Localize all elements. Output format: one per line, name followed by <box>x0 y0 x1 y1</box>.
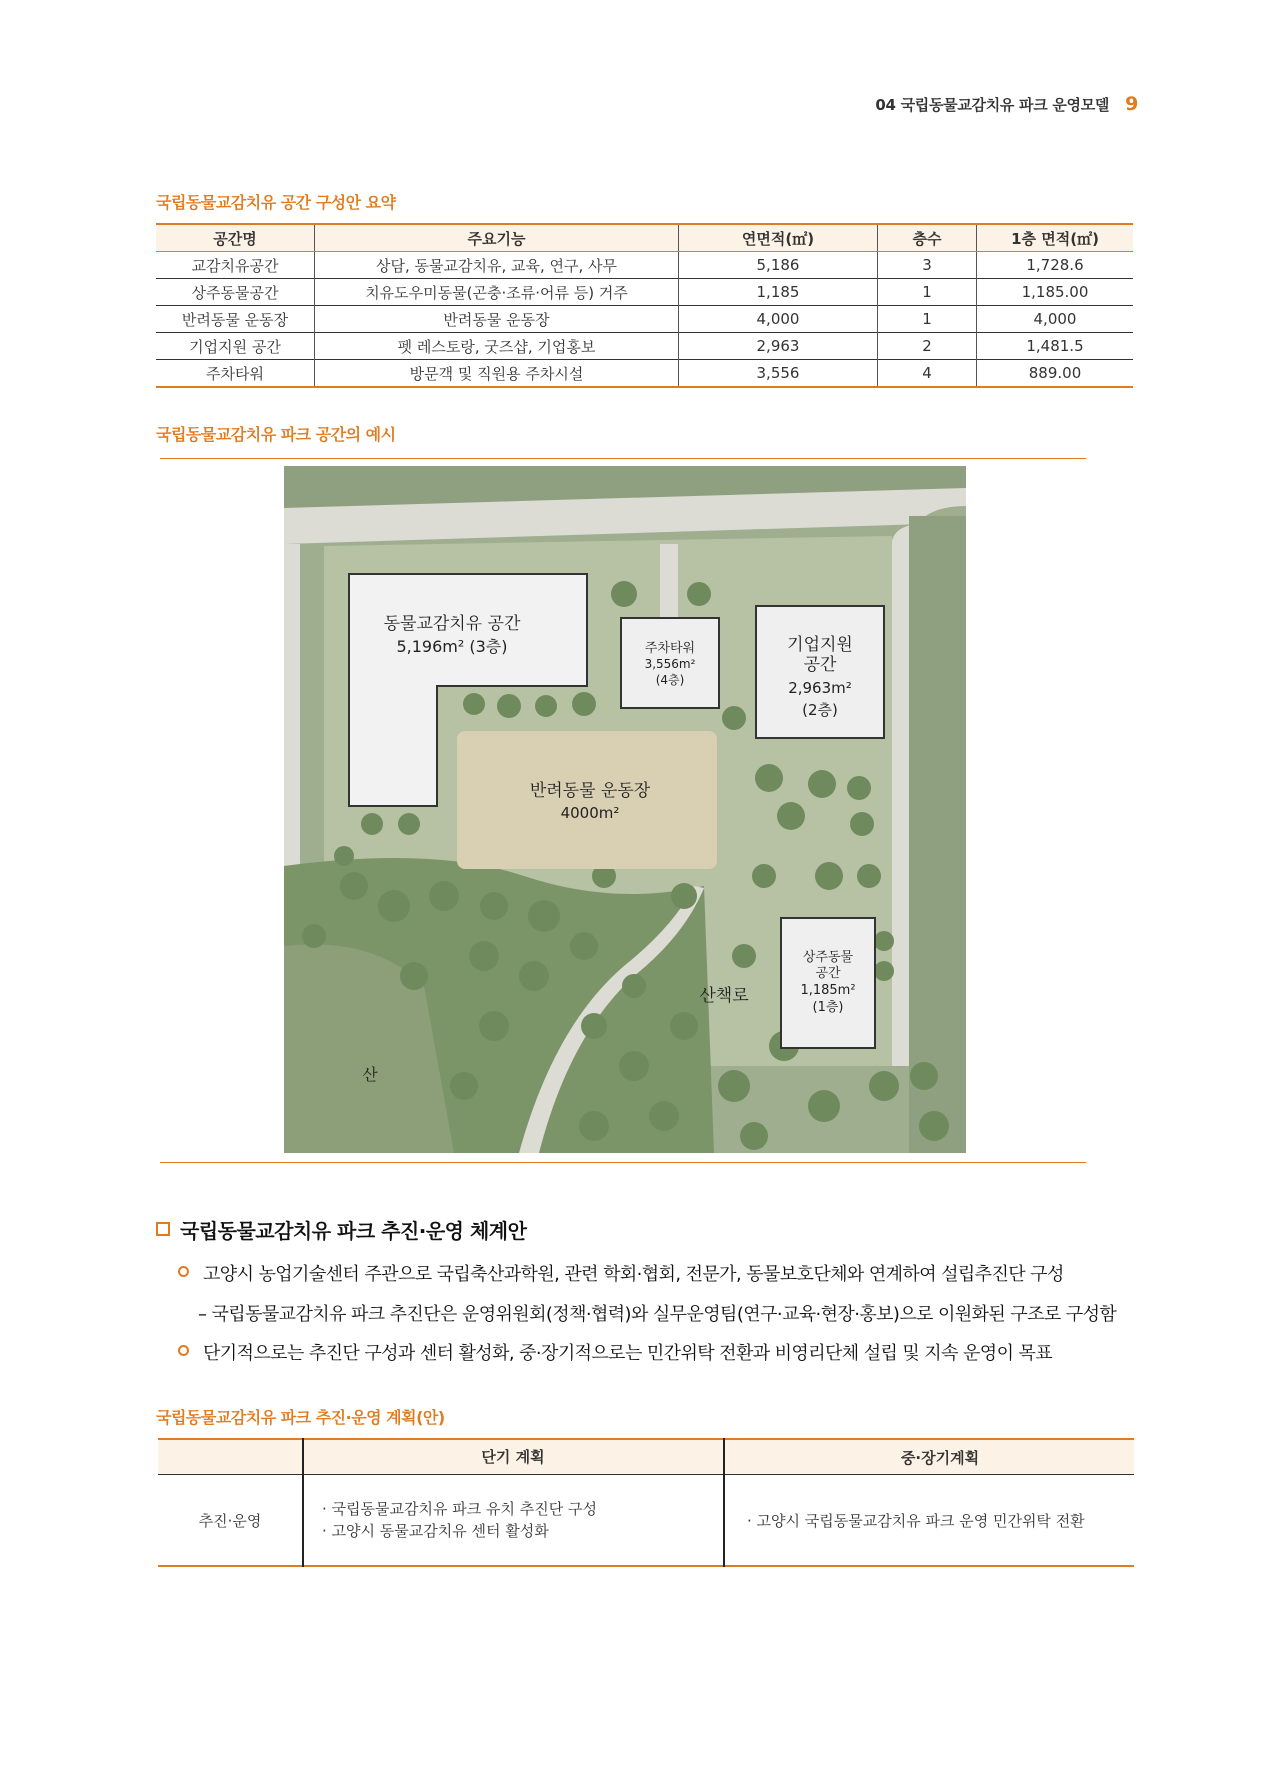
bullet-paragraph <box>178 1260 1064 1286</box>
plan-table <box>158 1438 1134 1567</box>
table-cell: 1,728.6 <box>977 252 1134 279</box>
row-label: 추진·운영 <box>158 1475 303 1567</box>
parking-area-label: 3,556m² <box>644 657 696 671</box>
resident-label-2: 공간 <box>815 966 841 981</box>
table-row <box>156 360 1133 388</box>
col-header: 공간명 <box>156 224 315 252</box>
circle-bullet-icon <box>178 1345 189 1356</box>
col-header: 층수 <box>878 224 977 252</box>
col-header: 단기 계획 <box>303 1439 724 1475</box>
table-cell: 상담, 동물교감치유, 교육, 연구, 사무 <box>315 252 679 279</box>
table-cell: 기업지원 공간 <box>156 333 315 360</box>
table-row <box>156 279 1133 306</box>
table-cell: 교감치유공간 <box>156 252 315 279</box>
table-cell: 2 <box>878 333 977 360</box>
table-cell: 방문객 및 직원용 주차시설 <box>315 360 679 388</box>
col-header: 주요기능 <box>315 224 679 252</box>
col-header: 연면적(㎡) <box>679 224 878 252</box>
site-plan-title: 국립동물교감치유 파크 공간의 예시 <box>156 425 396 444</box>
business-label-1: 기업지원 <box>787 635 853 655</box>
table-cell: 상주동물공간 <box>156 279 315 306</box>
summary-table-title: 국립동물교감치유 공간 구성안 요약 <box>156 193 396 212</box>
path <box>660 544 678 624</box>
col-header: 중·장기계획 <box>724 1439 1134 1475</box>
table-cell: 1 <box>878 279 977 306</box>
bullet-text: 고양시 농업기술센터 주관으로 국립축산과학원, 관련 학회·협회, 전문가, 동물보호단체와 연계하여 설립추진단 구성 <box>203 1264 1064 1285</box>
col-header <box>158 1439 303 1475</box>
circle-bullet-icon <box>178 1266 189 1277</box>
business-floors-label: (2층) <box>802 701 838 719</box>
therapy-info-label: 5,196m² (3층) <box>396 637 508 656</box>
table-cell: 4,000 <box>977 306 1134 333</box>
table-row <box>156 252 1133 279</box>
table-cell: 1,185 <box>679 279 878 306</box>
table-row <box>156 333 1133 360</box>
table-cell: 2,963 <box>679 333 878 360</box>
business-area-label: 2,963m² <box>788 679 852 697</box>
table-cell: 4,000 <box>679 306 878 333</box>
section-heading <box>156 1215 526 1244</box>
table-cell: 펫 레스토랑, 굿즈샵, 기업홍보 <box>315 333 679 360</box>
square-bullet-icon <box>156 1222 170 1236</box>
col-header: 1층 면적(㎡) <box>977 224 1134 252</box>
short-term-item: · 국립동물교감치유 파크 유치 추진단 구성 <box>322 1500 597 1518</box>
table-cell: 1,481.5 <box>977 333 1134 360</box>
table-cell: 5,186 <box>679 252 878 279</box>
table-cell: 반려동물 운동장 <box>315 306 679 333</box>
trail-label: 산책로 <box>699 986 749 1006</box>
short-term-item: · 고양시 동물교감치유 센터 활성화 <box>322 1522 549 1540</box>
business-label-2: 공간 <box>803 655 837 675</box>
mountain-label: 산 <box>362 1065 378 1084</box>
divider <box>160 458 1086 459</box>
site-plan-map <box>284 466 966 1153</box>
dog-run-label: 반려동물 운동장 <box>529 781 651 801</box>
therapy-label: 동물교감치유 공간 <box>383 614 521 634</box>
parking-label: 주차타워 <box>644 641 696 656</box>
sub-bullet-paragraph: – 국립동물교감치유 파크 추진단은 운영위원회(정책·협력)와 실무운영팀(연구·교육·현장·홍보)으로 이원화된 구조로 구성함 <box>198 1304 1117 1325</box>
resident-floors-label: (1층) <box>812 1000 844 1015</box>
page-number: 9 <box>1125 93 1138 115</box>
table-cell: 주차타워 <box>156 360 315 388</box>
bullet-paragraph <box>178 1339 1052 1365</box>
table-row <box>156 306 1133 333</box>
table-header-row <box>156 224 1133 252</box>
space-summary-table <box>156 223 1133 388</box>
long-term-cell: · 고양시 국립동물교감치유 파크 운영 민간위탁 전환 <box>747 1511 1085 1530</box>
table-cell: 반려동물 운동장 <box>156 306 315 333</box>
parking-floors-label: (4층) <box>655 673 685 687</box>
resident-area-label: 1,185m² <box>800 983 856 998</box>
table-cell: 3,556 <box>679 360 878 388</box>
table-cell: 1,185.00 <box>977 279 1134 306</box>
divider <box>160 1162 1086 1163</box>
table-cell: 4 <box>878 360 977 388</box>
table-row <box>158 1475 1134 1567</box>
dog-run-area-label: 4000m² <box>560 804 620 822</box>
table-cell: 3 <box>878 252 977 279</box>
plan-table-title: 국립동물교감치유 파크 추진·운영 계획(안) <box>156 1408 445 1427</box>
bullet-text: 단기적으로는 추진단 구성과 센터 활성화, 중·장기적으로는 민간위탁 전환과 비영리단체 설립 및 지속 운영이 목표 <box>203 1343 1053 1364</box>
page-header <box>875 93 1138 115</box>
road <box>284 544 300 874</box>
header-title: 04 국립동물교감치유 파크 운영모델 <box>875 96 1110 114</box>
grass-strip <box>909 516 966 1153</box>
short-term-cell <box>303 1475 724 1567</box>
table-cell: 889.00 <box>977 360 1134 388</box>
resident-label-1: 상주동물 <box>802 950 854 965</box>
section-heading-text: 국립동물교감치유 파크 추진·운영 체계안 <box>180 1219 527 1243</box>
table-header-row <box>158 1439 1134 1475</box>
table-cell: 치유도우미동물(곤충·조류·어류 등) 거주 <box>315 279 679 306</box>
table-cell: 1 <box>878 306 977 333</box>
